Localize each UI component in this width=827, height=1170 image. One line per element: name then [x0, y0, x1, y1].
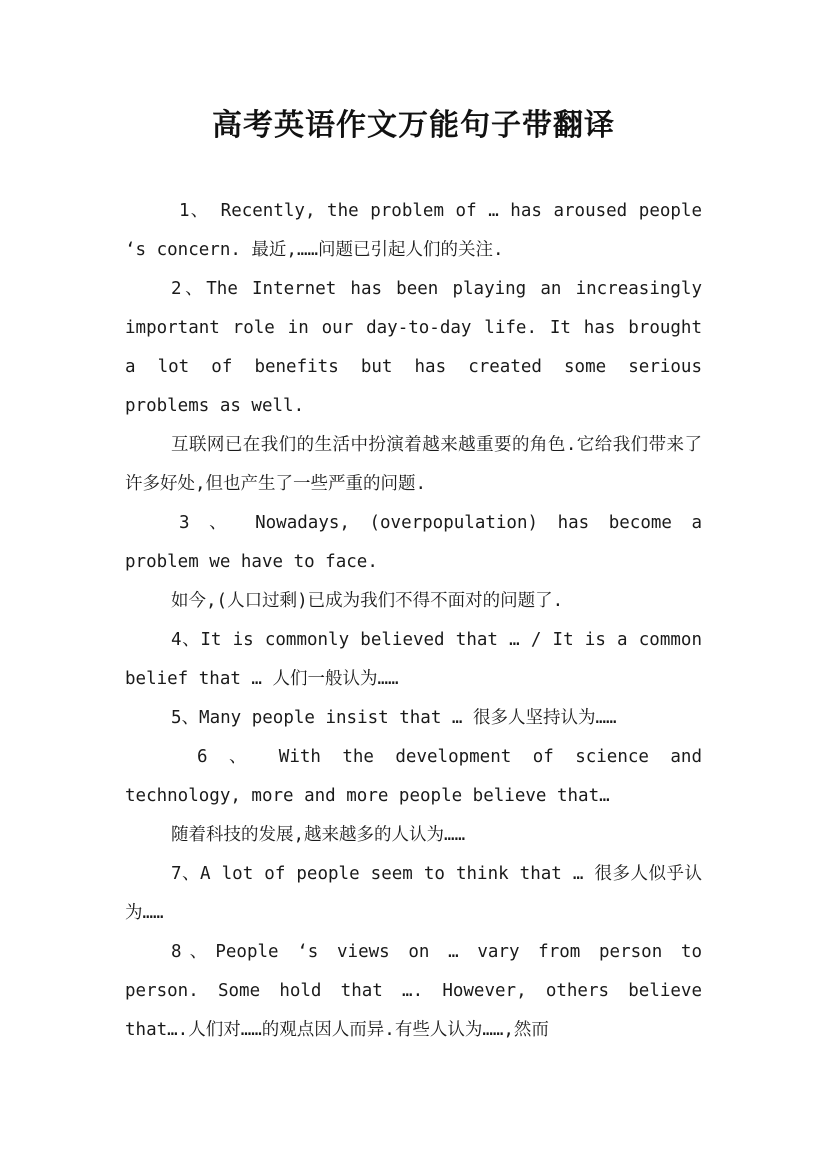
paragraph-2: 2、The Internet has been playing an increasingly important role in our day-to-day life. It has brought a lot of benefits but has created some serious problems as well.: [125, 279, 702, 416]
document-title: 高考英语作文万能句子带翻译: [212, 108, 615, 143]
paragraph-4: 4、It is commonly believed that … / It is a common belief that … 人们一般认为……: [125, 630, 702, 689]
paragraph-3: 3 、 Nowadays, (overpopulation) has become a problem we have to face.: [125, 513, 702, 572]
document-body: [125, 192, 702, 1050]
paragraph-2-translation: 互联网已在我们的生活中扮演着越来越重要的角色.它给我们带来了许多好处,但也产生了一些严重的问题.: [125, 435, 702, 494]
paragraph-6-translation: 随着科技的发展,越来越多的人认为……: [171, 825, 466, 845]
paragraph-7: 7、A lot of people seem to think that … 很多人似乎认为……: [125, 864, 702, 923]
paragraph-6: 6 、 With the development of science and technology, more and more people believe that…: [125, 747, 702, 806]
paragraph-3-translation: 如今,(人口过剩)已成为我们不得不面对的问题了.: [171, 591, 564, 611]
paragraph-1: 1、 Recently, the problem of … has aroused people ‘s concern. 最近,……问题已引起人们的关注.: [125, 201, 702, 260]
paragraph-8: 8、People ‘s views on … vary from person to person. Some hold that …. However, others believe that….人们对……的观点因人而异.有些人认为……,然而: [125, 942, 702, 1040]
paragraph-5: 5、Many people insist that … 很多人坚持认为……: [171, 708, 617, 728]
